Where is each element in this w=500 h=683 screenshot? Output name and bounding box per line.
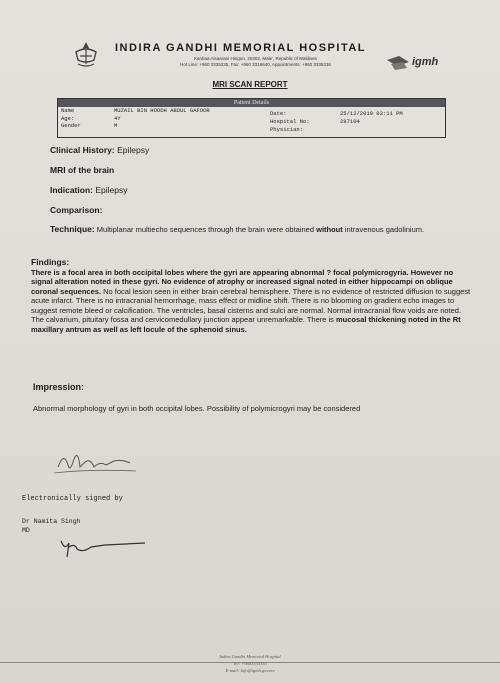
age-label: Age: [61, 115, 75, 122]
patient-details-header: Patient Details [58, 99, 445, 107]
hospital-address: Kanbaa Aisaarani Hingun, 20402, Male', Republic of Maldives Hot Line: +960 3335335, Fax: +960 3316640, Appointments: +960 3335336 [180, 56, 331, 67]
technique-label: Technique: [50, 224, 95, 234]
indication-label: Indication: [50, 185, 93, 195]
doctor-name: Dr Namita Singh [22, 518, 81, 525]
name-label: Name [61, 107, 75, 114]
clinical-history-value: Epilepsy [114, 145, 150, 155]
physician-label: Physician: [270, 126, 304, 133]
comparison-label: Comparison: [50, 205, 103, 215]
gender-label: Gender [61, 122, 81, 129]
comparison [50, 205, 102, 215]
clinical-history [50, 145, 149, 155]
clinical-history-label: Clinical History: [50, 145, 115, 155]
doctor-degree: MD [22, 527, 30, 534]
electronically-signed-by: Electronically signed by [22, 495, 123, 503]
impression-text: Abnormal morphology of gyri in both occipital lobes. Possibility of polymicrogyri may be considered [33, 404, 361, 413]
doctor-signature-icon [55, 533, 150, 561]
indication-value: Epilepsy [92, 185, 128, 195]
date-value: 25/12/2019 03:11 PM [340, 110, 403, 117]
technique: Technique: Multiplanar multiecho sequences through the brain were obtained without intravenous gadolinium. [50, 224, 425, 234]
report-title: MRI SCAN REPORT [212, 80, 288, 89]
findings-label: Findings: [31, 257, 70, 267]
gender-value: M [114, 122, 118, 129]
name-value: MUZAIL BIN HOODH ABDUL GAFOOR [114, 107, 210, 114]
findings [31, 258, 471, 334]
footer: Indira Gandhi Memorial Hospital Tel: +9603335335 E-mail: Info@igmh.gov.mv [219, 654, 281, 673]
indication [50, 185, 127, 195]
date-label: Date: [270, 110, 287, 117]
handwritten-signature-icon [50, 445, 140, 480]
findings-text: There is a focal area in both occipital lobes where the gyri are appearing abnormal ? focal polymicrogyria. However no signal alteration noted in these gyri. No evidence of atrophy or increased signal noted in either hippocampi on oblique coronal sequences. No focal lesion seen in either brain cerebral hemisphere. There is no evidence of restricted diffusion to suggest acute infarct. There is no intracranial hemorrhage, mass effect or midline shift. There is no blooming on gradient echo images to suggest remote bleed or calcification. The ventricles, basal cisterns and sulci are normal. Normal intracranial flow voids are noted. The calvarium, pituitary fossa and cervicomedullary junction appear unremarkable. There is mucosal thickening noted in the Rt maxillary antrum as well as left locule of the sphenoid sinus. [31, 267, 471, 334]
maldives-emblem-icon [70, 38, 102, 70]
hospital-name: INDIRA GANDHI MEMORIAL HOSPITAL [115, 42, 367, 54]
impression-label: Impression: [33, 382, 85, 392]
patient-details-box [57, 98, 446, 138]
age-value: 4Y [114, 115, 121, 122]
hospital-no-value: 287104 [340, 118, 360, 125]
igmh-brand-text: igmh [412, 56, 439, 68]
exam-type: MRI of the brain [50, 165, 115, 175]
letterhead [0, 30, 500, 72]
hospital-no-label: Hospital No: [270, 118, 310, 125]
